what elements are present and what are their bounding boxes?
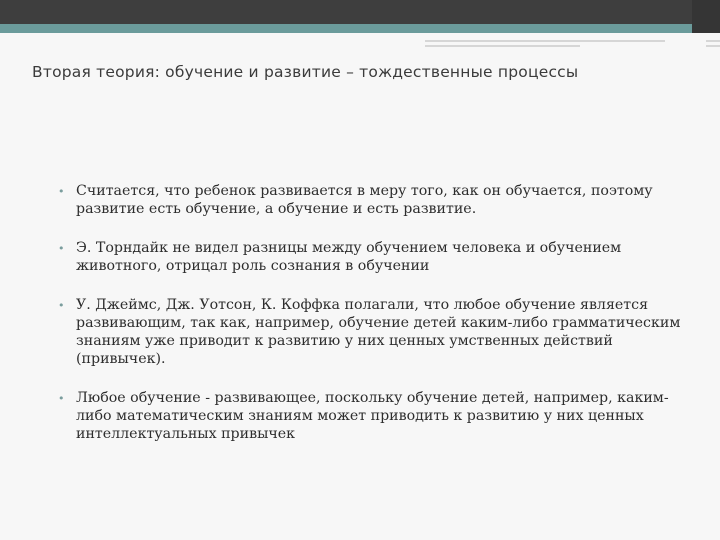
corner-rule-lower — [706, 45, 720, 47]
bullet-icon: • — [58, 299, 65, 312]
corner-rule — [706, 40, 720, 42]
bullet-text-3: У. Джеймс, Дж. Уотсон, К. Коффка полагали, что любое обучение является развивающим, так как, например, обучение детей каким-либо грамматическим знаниям уже приводит к развитию у них ценных умственных действий (привычек). — [76, 297, 681, 367]
header-rule-short — [425, 45, 580, 47]
bullet-item-4 — [56, 389, 686, 443]
bullet-item-2 — [56, 239, 686, 275]
header-rule — [425, 40, 665, 42]
bullet-icon: • — [58, 392, 65, 405]
bullet-text-4: Любое обучение - развивающее, поскольку обучение детей, например, каким-либо математическим знаниям может приводить к развитию у них ценных интеллектуальных привычек — [76, 390, 669, 442]
slide-accent-strip — [0, 24, 720, 33]
bullet-icon: • — [58, 185, 65, 198]
bullet-item-3 — [56, 296, 686, 368]
slide-corner-block — [692, 0, 720, 33]
slide-title: Вторая теория: обучение и развитие – тождественные процессы — [32, 63, 579, 81]
slide-top-band — [0, 0, 720, 24]
bullet-text-1: Считается, что ребенок развивается в меру того, как он обучается, поэтому развитие есть обучение, а обучение и есть развитие. — [76, 183, 653, 217]
bullet-list — [56, 182, 686, 443]
bullet-text-2: Э. Торндайк не видел разницы между обучением человека и обучением животного, отрицал роль сознания в обучении — [76, 240, 622, 274]
bullet-item-1 — [56, 182, 686, 218]
bullet-icon: • — [58, 242, 65, 255]
